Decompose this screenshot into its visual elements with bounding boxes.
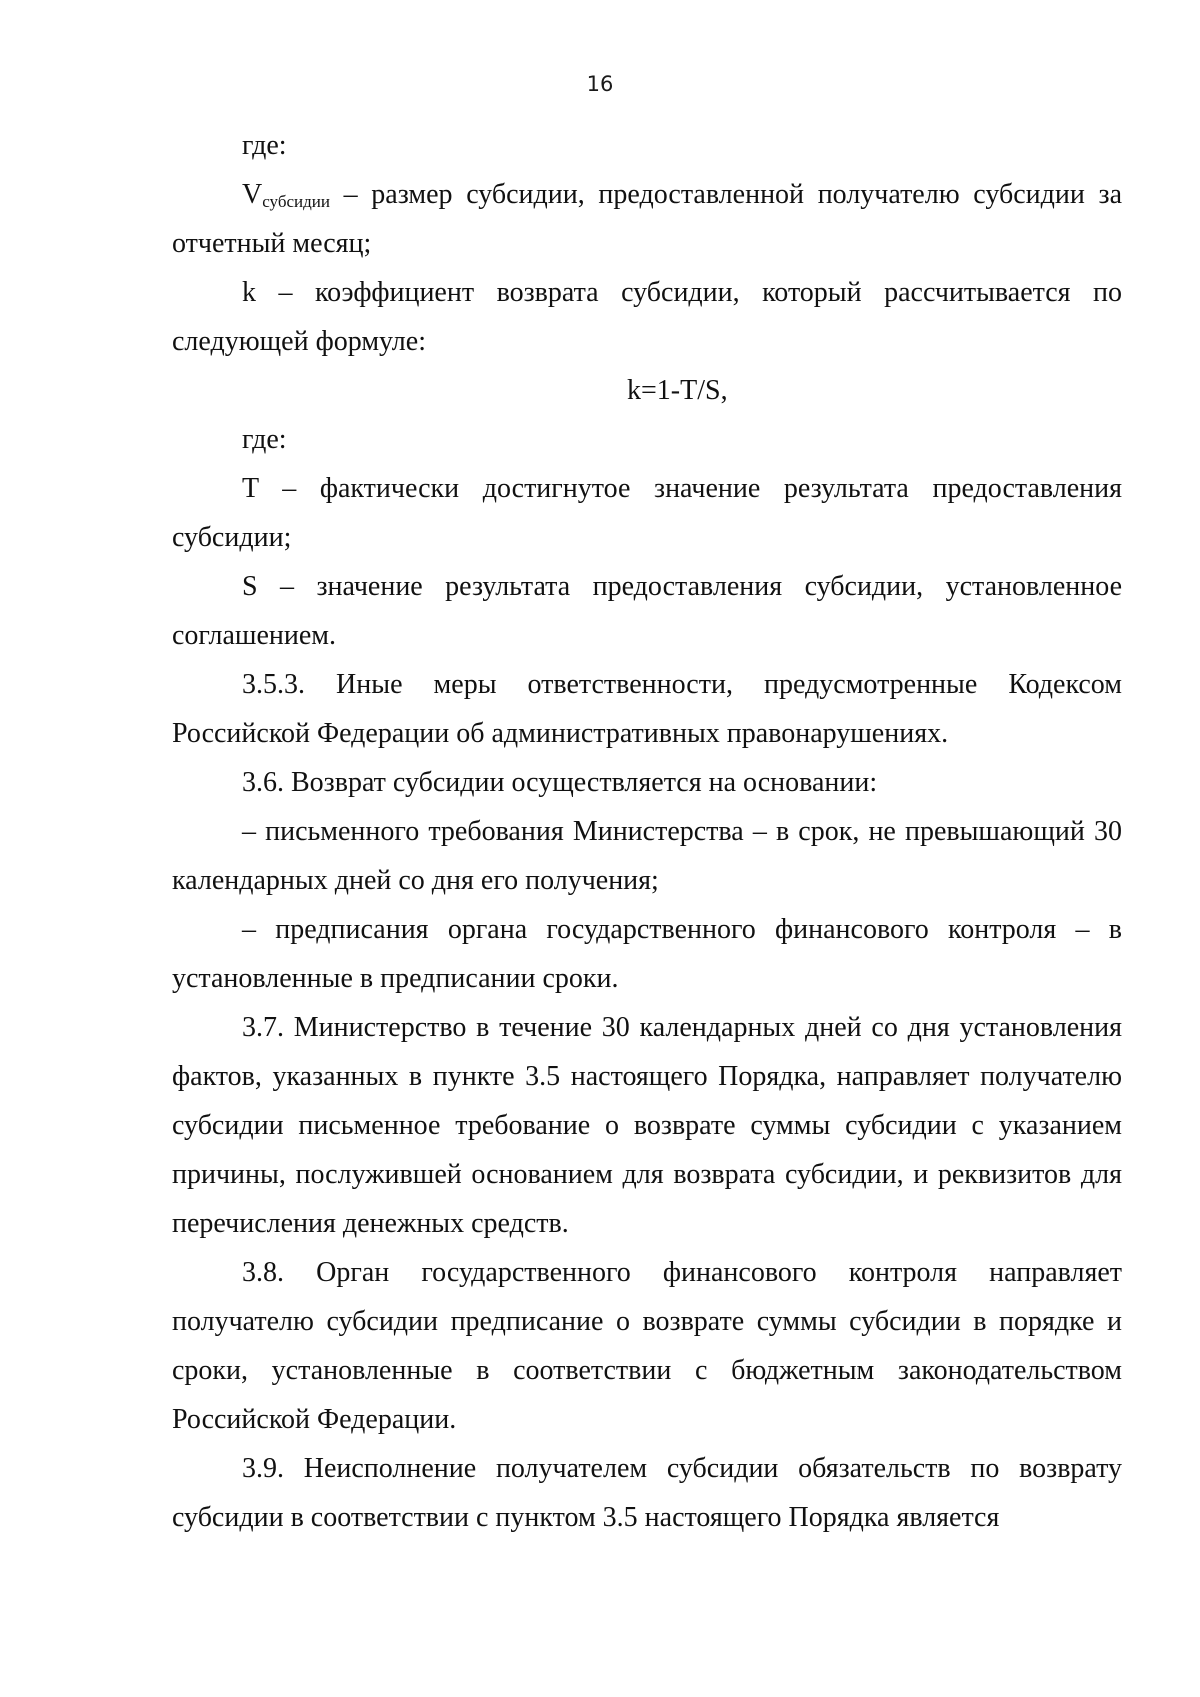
paragraph-s-definition: S – значение результата предоставления субсидии, установленное соглашением. (172, 571, 1122, 651)
paragraph-3-7: 3.7. Министерство в течение 30 календарных дней со дня установления фактов, указанных в пункте 3.5 настоящего Порядка, направляет получателю субсидии письменное требование о возврате суммы субсидии с указанием причины, послужившей основанием для возврата субсидии, и реквизитов для перечисления денежных средств. (172, 1012, 1122, 1239)
paragraph-t-definition: T – фактически достигнутое значение результата предоставления субсидии; (172, 473, 1122, 553)
v-symbol: V (242, 179, 263, 210)
paragraph-3-5-3: 3.5.3. Иные меры ответственности, предусмотренные Кодексом Российской Федерации об административных правонарушениях. (172, 669, 1122, 749)
v-definition-text: – размер субсидии, предоставленной получателю субсидии за отчетный месяц; (172, 179, 1122, 259)
paragraph-v-subsidy-definition (172, 170, 1122, 268)
v-subscript: субсидии (262, 192, 330, 211)
paragraph-where-2: где: (242, 424, 287, 455)
list-item-control-order: – предписания органа государственного финансового контроля – в установленные в предписании сроки. (172, 914, 1122, 994)
paragraph-3-6: 3.6. Возврат субсидии осуществляется на основании: (242, 767, 878, 798)
page-number: 16 (586, 72, 614, 96)
paragraph-3-8: 3.8. Орган государственного финансового контроля направляет получателю субсидии предписание о возврате суммы субсидии в порядке и сроки, установленные в соответствии с бюджетным законодательством Российской Федерации. (172, 1257, 1122, 1435)
formula-k: k=1-T/S, (627, 375, 728, 406)
paragraph-3-9: 3.9. Неисполнение получателем субсидии обязательств по возврату субсидии в соответствии с пунктом 3.5 настоящего Порядка является (172, 1453, 1122, 1533)
list-item-written-demand: – письменного требования Министерства – в срок, не превышающий 30 календарных дней со дня его получения; (172, 816, 1122, 896)
paragraph-where-1: где: (242, 130, 287, 161)
document-body (172, 121, 1122, 1542)
paragraph-k-definition: k – коэффициент возврата субсидии, который рассчитывается по следующей формуле: (172, 277, 1122, 357)
